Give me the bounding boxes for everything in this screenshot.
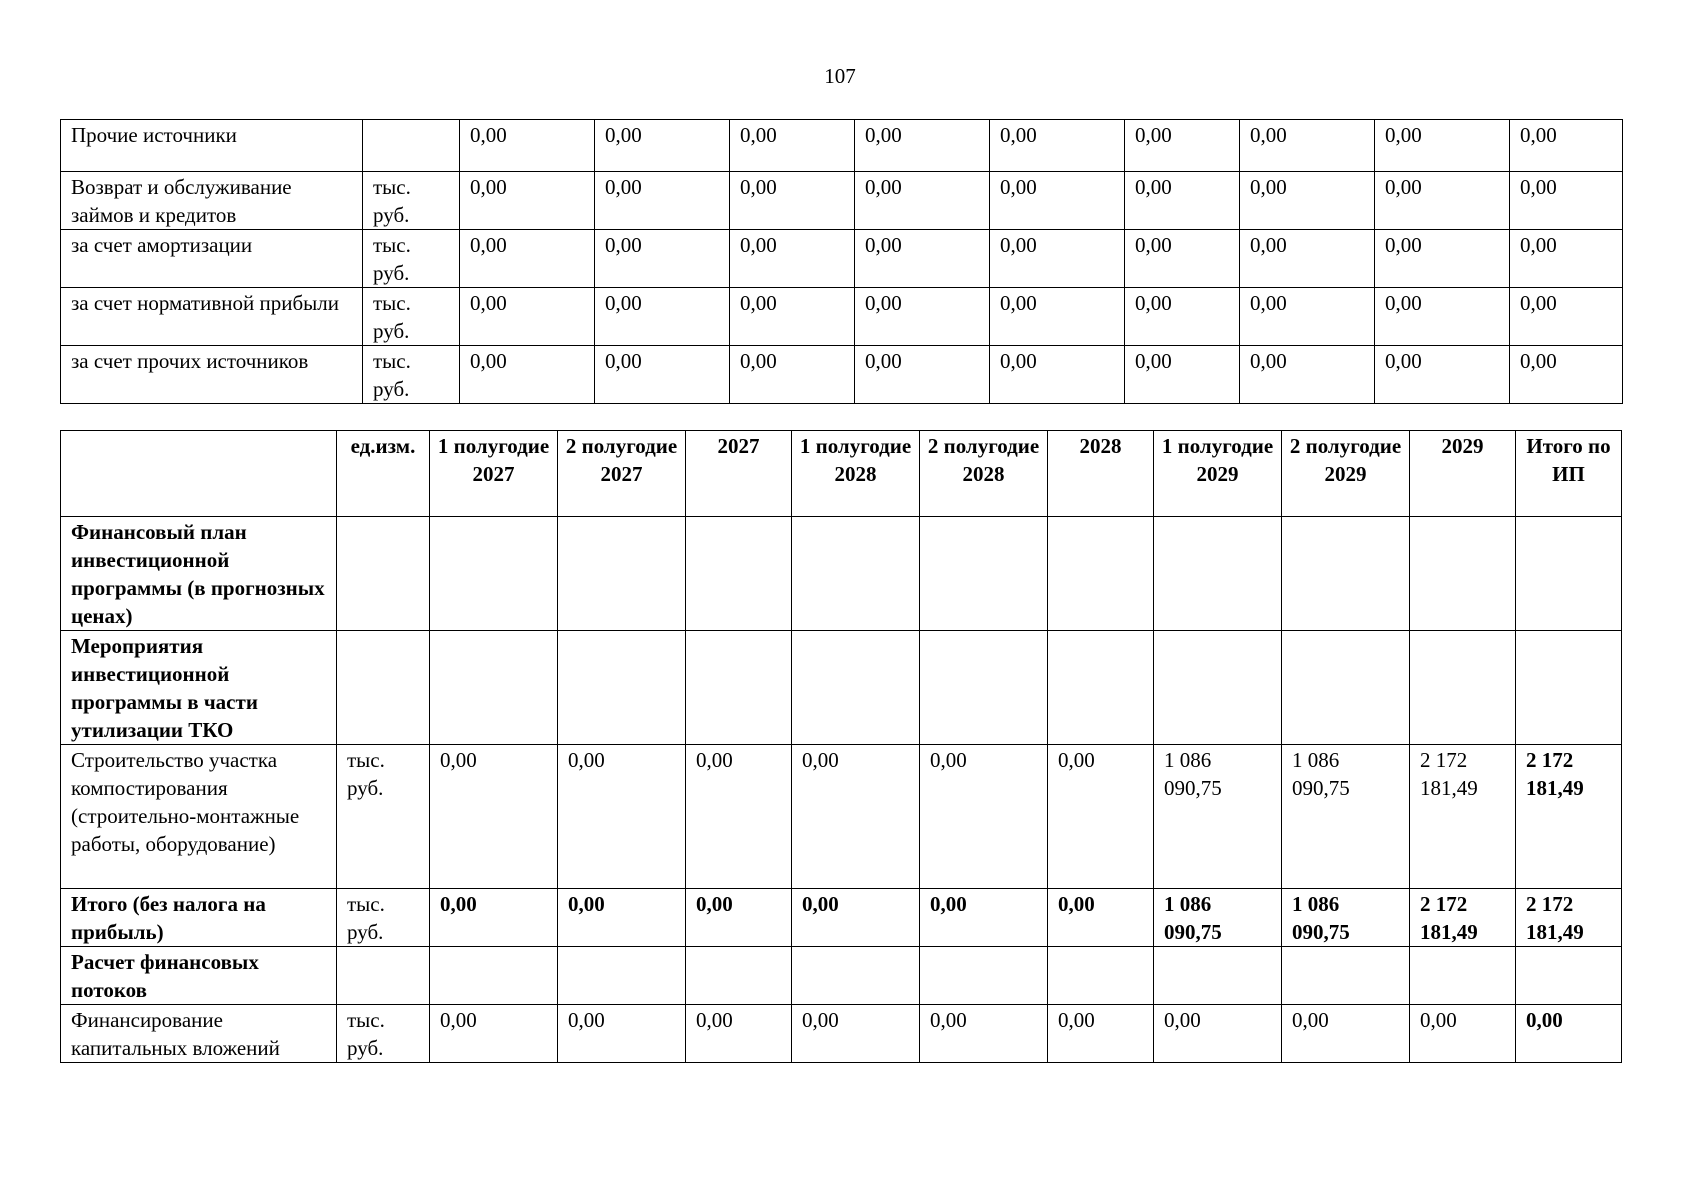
value-cell: 0,00	[595, 120, 730, 172]
value-cell: 0,00	[730, 288, 855, 346]
value-cell: 0,00	[1375, 346, 1510, 404]
value-cell	[920, 517, 1048, 631]
value-cell: 0,00	[792, 1005, 920, 1063]
value-cell	[1282, 947, 1410, 1005]
value-cell	[1154, 631, 1282, 745]
value-cell: 1 086 090,75	[1282, 745, 1410, 889]
value-cell: 0,00	[1048, 889, 1154, 947]
unit-cell: тыс. руб.	[363, 230, 460, 288]
value-cell: 0,00	[920, 889, 1048, 947]
column-header: 2 полугодие 2028	[920, 431, 1048, 517]
value-cell: 0,00	[1375, 288, 1510, 346]
value-cell: 0,00	[1282, 1005, 1410, 1063]
value-cell: 0,00	[1125, 172, 1240, 230]
value-cell: 0,00	[430, 745, 558, 889]
row-label: за счет амортизации	[61, 230, 363, 288]
value-cell	[920, 631, 1048, 745]
value-cell	[1410, 517, 1516, 631]
column-header	[61, 431, 337, 517]
table-row	[61, 947, 1622, 1005]
table-financial-plan	[60, 430, 1622, 1063]
value-cell: 0,00	[1240, 120, 1375, 172]
value-cell: 0,00	[686, 889, 792, 947]
value-cell	[1516, 947, 1622, 1005]
value-cell: 2 172 181,49	[1516, 745, 1622, 889]
value-cell: 0,00	[460, 172, 595, 230]
unit-cell: тыс. руб.	[337, 1005, 430, 1063]
table-row	[61, 517, 1622, 631]
value-cell: 0,00	[855, 120, 990, 172]
value-cell: 0,00	[1510, 288, 1623, 346]
value-cell: 2 172 181,49	[1410, 745, 1516, 889]
table-other-sources	[60, 119, 1623, 404]
value-cell: 0,00	[855, 346, 990, 404]
value-cell: 1 086 090,75	[1154, 745, 1282, 889]
value-cell: 0,00	[920, 1005, 1048, 1063]
value-cell: 0,00	[1510, 172, 1623, 230]
unit-cell: тыс. руб.	[363, 346, 460, 404]
value-cell: 0,00	[460, 346, 595, 404]
value-cell: 0,00	[990, 120, 1125, 172]
value-cell: 0,00	[558, 889, 686, 947]
value-cell: 0,00	[792, 745, 920, 889]
row-label: за счет прочих источников	[61, 346, 363, 404]
value-cell	[1282, 517, 1410, 631]
value-cell: 0,00	[1240, 172, 1375, 230]
value-cell: 0,00	[1375, 230, 1510, 288]
value-cell: 0,00	[1510, 120, 1623, 172]
table-row	[61, 120, 1623, 172]
unit-cell	[337, 517, 430, 631]
value-cell	[430, 631, 558, 745]
value-cell: 0,00	[1375, 120, 1510, 172]
value-cell	[1048, 517, 1154, 631]
column-header: ед.изм.	[337, 431, 430, 517]
column-header: 2027	[686, 431, 792, 517]
column-header: 1 полугодие 2027	[430, 431, 558, 517]
column-header: 2029	[1410, 431, 1516, 517]
column-header: 1 полугодие 2029	[1154, 431, 1282, 517]
value-cell: 0,00	[1510, 346, 1623, 404]
value-cell: 0,00	[430, 1005, 558, 1063]
value-cell: 0,00	[1125, 230, 1240, 288]
unit-cell	[337, 631, 430, 745]
value-cell: 0,00	[855, 172, 990, 230]
value-cell	[686, 631, 792, 745]
unit-cell: тыс. руб.	[337, 745, 430, 889]
value-cell	[792, 947, 920, 1005]
value-cell: 2 172 181,49	[1410, 889, 1516, 947]
value-cell	[1516, 631, 1622, 745]
value-cell	[1154, 517, 1282, 631]
value-cell: 0,00	[990, 230, 1125, 288]
value-cell: 0,00	[1410, 1005, 1516, 1063]
value-cell	[1410, 947, 1516, 1005]
row-label: Строительство участка компостирования (строительно-монтажные работы, оборудование)	[61, 745, 337, 889]
row-label: Итого (без налога на прибыль)	[61, 889, 337, 947]
table-row	[61, 1005, 1622, 1063]
unit-cell	[363, 120, 460, 172]
value-cell: 0,00	[1240, 346, 1375, 404]
table-row	[61, 346, 1623, 404]
value-cell	[686, 947, 792, 1005]
value-cell: 0,00	[595, 172, 730, 230]
value-cell: 0,00	[1125, 288, 1240, 346]
value-cell	[558, 631, 686, 745]
value-cell	[920, 947, 1048, 1005]
value-cell	[1282, 631, 1410, 745]
value-cell: 0,00	[460, 230, 595, 288]
column-header: 1 полугодие 2028	[792, 431, 920, 517]
value-cell: 0,00	[1125, 346, 1240, 404]
page-number: 107	[824, 64, 856, 88]
value-cell: 0,00	[686, 745, 792, 889]
column-header: 2 полугодие 2029	[1282, 431, 1410, 517]
value-cell	[792, 631, 920, 745]
row-label: Финансовый план инвестиционной программы (в прогнозных ценах)	[61, 517, 337, 631]
value-cell: 0,00	[460, 120, 595, 172]
value-cell: 0,00	[1510, 230, 1623, 288]
value-cell	[1410, 631, 1516, 745]
value-cell: 2 172 181,49	[1516, 889, 1622, 947]
table-row	[61, 230, 1623, 288]
table-row	[61, 745, 1622, 889]
value-cell: 0,00	[1516, 1005, 1622, 1063]
value-cell: 0,00	[558, 745, 686, 889]
value-cell	[558, 517, 686, 631]
value-cell: 0,00	[1048, 1005, 1154, 1063]
value-cell: 0,00	[730, 230, 855, 288]
value-cell: 0,00	[730, 346, 855, 404]
value-cell	[1048, 631, 1154, 745]
value-cell: 1 086 090,75	[1282, 889, 1410, 947]
value-cell: 0,00	[558, 1005, 686, 1063]
unit-cell: тыс. руб.	[363, 288, 460, 346]
value-cell	[558, 947, 686, 1005]
value-cell: 0,00	[730, 120, 855, 172]
row-label: за счет нормативной прибыли	[61, 288, 363, 346]
table-row	[61, 288, 1623, 346]
value-cell	[1516, 517, 1622, 631]
value-cell: 0,00	[1154, 1005, 1282, 1063]
row-label: Прочие источники	[61, 120, 363, 172]
value-cell	[1154, 947, 1282, 1005]
value-cell	[792, 517, 920, 631]
value-cell: 0,00	[1048, 745, 1154, 889]
column-header: 2 полугодие 2027	[558, 431, 686, 517]
unit-cell: тыс. руб.	[337, 889, 430, 947]
value-cell	[430, 517, 558, 631]
row-label: Финансирование капитальных вложений	[61, 1005, 337, 1063]
table-row	[61, 889, 1622, 947]
value-cell: 0,00	[686, 1005, 792, 1063]
value-cell: 0,00	[1125, 120, 1240, 172]
value-cell: 0,00	[1240, 230, 1375, 288]
value-cell: 0,00	[990, 288, 1125, 346]
value-cell: 0,00	[595, 230, 730, 288]
column-header: 2028	[1048, 431, 1154, 517]
value-cell: 0,00	[730, 172, 855, 230]
table-row	[61, 631, 1622, 745]
value-cell: 0,00	[920, 745, 1048, 889]
value-cell: 0,00	[855, 288, 990, 346]
row-label: Возврат и обслуживание займов и кредитов	[61, 172, 363, 230]
row-label: Мероприятия инвестиционной программы в части утилизации ТКО	[61, 631, 337, 745]
unit-cell: тыс. руб.	[363, 172, 460, 230]
value-cell: 0,00	[460, 288, 595, 346]
table-row	[61, 172, 1623, 230]
value-cell: 0,00	[430, 889, 558, 947]
value-cell	[1048, 947, 1154, 1005]
value-cell: 1 086 090,75	[1154, 889, 1282, 947]
value-cell: 0,00	[855, 230, 990, 288]
value-cell: 0,00	[1240, 288, 1375, 346]
value-cell: 0,00	[990, 172, 1125, 230]
column-header: Итого по ИП	[1516, 431, 1622, 517]
value-cell: 0,00	[792, 889, 920, 947]
row-label: Расчет финансовых потоков	[61, 947, 337, 1005]
value-cell	[430, 947, 558, 1005]
value-cell: 0,00	[595, 346, 730, 404]
value-cell: 0,00	[990, 346, 1125, 404]
value-cell: 0,00	[1375, 172, 1510, 230]
unit-cell	[337, 947, 430, 1005]
value-cell: 0,00	[595, 288, 730, 346]
value-cell	[686, 517, 792, 631]
